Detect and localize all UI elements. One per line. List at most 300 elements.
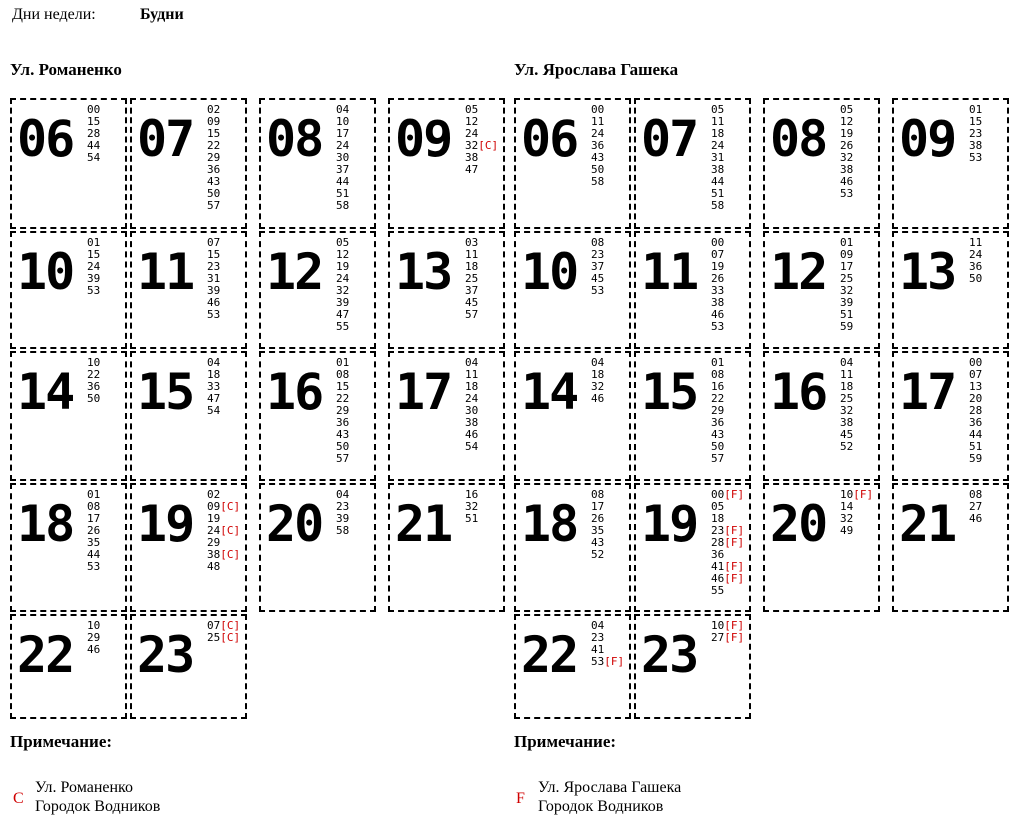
minute-entry: 05 <box>711 103 725 116</box>
note-title: Примечание: <box>514 732 617 751</box>
minute-entry: 36 <box>207 163 221 176</box>
minute-entry: 00 <box>87 103 101 116</box>
legend-line: Городок Водников <box>35 798 161 815</box>
minute-entry: 10[F] <box>711 619 745 632</box>
hour-cell <box>514 351 631 481</box>
hour-label: 09 <box>899 110 956 168</box>
minute-entry: 05 <box>711 500 725 513</box>
minutes-list <box>969 489 982 525</box>
hour-cell <box>10 614 127 719</box>
minute-entry: 33 <box>207 380 221 393</box>
minutes-list <box>969 357 982 465</box>
minute-entry: 55 <box>711 584 725 597</box>
days-value: Будни <box>140 6 184 23</box>
minute-entry: 10 <box>87 356 101 369</box>
minute-entry: 17 <box>840 260 854 273</box>
hour-cell <box>388 483 505 612</box>
minute-entry: 19 <box>711 260 725 273</box>
minute-entry: 58 <box>336 199 350 212</box>
minute-entry: 26 <box>87 524 101 537</box>
minute-entry: 25 <box>840 272 854 285</box>
hour-label: 17 <box>395 363 452 421</box>
minute-entry: 08 <box>591 488 605 501</box>
minute-entry: 13 <box>969 380 983 393</box>
minute-entry: 47 <box>207 392 221 405</box>
minute-entry: 50 <box>336 440 350 453</box>
minutes-list <box>336 489 349 537</box>
minute-entry: 32 <box>591 380 605 393</box>
minute-entry: 54 <box>465 440 479 453</box>
minute-entry: 15 <box>336 380 350 393</box>
minutes-list <box>207 620 240 644</box>
minute-entry: 22 <box>336 392 350 405</box>
minute-entry: 22 <box>87 368 101 381</box>
minute-entry: 15 <box>969 115 983 128</box>
minute-entry: 24 <box>336 272 350 285</box>
minute-entry: 36 <box>969 416 983 429</box>
minute-entry: 31 <box>711 151 725 164</box>
hour-label: 13 <box>899 243 956 301</box>
minute-entry: 46 <box>465 428 479 441</box>
minute-entry: 08 <box>711 368 725 381</box>
minute-entry: 11 <box>591 115 605 128</box>
minute-entry: 01 <box>969 103 983 116</box>
hour-label: 22 <box>17 626 74 684</box>
minute-entry: 12 <box>465 115 479 128</box>
route-mark: [C] <box>220 631 241 644</box>
minutes-list <box>207 357 220 417</box>
minute-entry: 45 <box>591 272 605 285</box>
minutes-list <box>711 104 724 212</box>
hour-cell <box>634 483 751 612</box>
route-mark: [F] <box>724 524 745 537</box>
route-mark: [F] <box>724 488 745 501</box>
route-mark: [C] <box>220 500 241 513</box>
hour-cell <box>763 351 880 481</box>
minute-entry: 46 <box>207 296 221 309</box>
minutes-list <box>840 357 853 453</box>
minutes-list <box>87 620 100 656</box>
hour-label: 14 <box>521 363 578 421</box>
minute-entry: 10 <box>87 619 101 632</box>
minute-entry: 50 <box>207 187 221 200</box>
hour-cell <box>388 351 505 481</box>
minute-entry: 44 <box>336 175 350 188</box>
minute-entry: 39 <box>207 284 221 297</box>
hour-label: 07 <box>137 110 194 168</box>
minutes-list <box>840 237 853 333</box>
hour-label: 15 <box>641 363 698 421</box>
minutes-list <box>336 357 349 465</box>
minute-entry: 05 <box>840 103 854 116</box>
minute-entry: 01 <box>87 488 101 501</box>
minutes-list <box>465 489 478 525</box>
minute-entry: 36 <box>336 416 350 429</box>
minutes-list <box>207 489 240 573</box>
hour-label: 20 <box>770 495 827 553</box>
minute-entry: 01 <box>711 356 725 369</box>
minute-entry: 53[F] <box>591 655 625 668</box>
minute-entry: 07[C] <box>207 619 241 632</box>
minute-entry: 36 <box>591 139 605 152</box>
minute-entry: 22 <box>207 139 221 152</box>
minute-entry: 58 <box>711 199 725 212</box>
minute-entry: 39 <box>336 512 350 525</box>
minutes-list <box>87 237 100 297</box>
hour-cell <box>130 231 247 349</box>
minute-entry: 01 <box>87 236 101 249</box>
hour-cell <box>130 614 247 719</box>
minute-entry: 00 <box>711 236 725 249</box>
minute-entry: 29 <box>87 631 101 644</box>
minute-entry: 38 <box>840 416 854 429</box>
minute-entry: 51 <box>336 187 350 200</box>
hour-cell <box>259 351 376 481</box>
minute-entry: 43 <box>711 428 725 441</box>
minute-entry: 24 <box>711 139 725 152</box>
minute-entry: 05 <box>336 236 350 249</box>
route-mark: [C] <box>220 619 241 632</box>
minutes-list <box>840 489 873 537</box>
minute-entry: 25 <box>465 272 479 285</box>
legend-line: Ул. Ярослава Гашека <box>538 779 682 796</box>
hour-cell <box>130 483 247 612</box>
minute-entry: 32 <box>336 284 350 297</box>
minute-entry: 46[F] <box>711 572 745 585</box>
hour-cell <box>388 231 505 349</box>
minute-entry: 58 <box>591 175 605 188</box>
hour-cell <box>514 614 631 719</box>
minute-entry: 04 <box>336 103 350 116</box>
minute-entry: 50 <box>969 272 983 285</box>
legend-line: Городок Водников <box>538 798 664 815</box>
minute-entry: 41 <box>591 643 605 656</box>
hour-label: 21 <box>395 495 452 553</box>
minute-entry: 39 <box>336 296 350 309</box>
hour-cell <box>514 98 631 229</box>
hour-label: 12 <box>770 243 827 301</box>
minute-entry: 45 <box>465 296 479 309</box>
minute-entry: 43 <box>207 175 221 188</box>
hour-label: 12 <box>266 243 323 301</box>
minute-entry: 57 <box>711 452 725 465</box>
hour-cell <box>892 351 1009 481</box>
minute-entry: 26 <box>840 139 854 152</box>
minute-entry: 00 <box>969 356 983 369</box>
minutes-list <box>465 237 478 321</box>
minutes-list <box>465 104 498 176</box>
minute-entry: 18 <box>591 368 605 381</box>
minute-entry: 32[C] <box>465 139 499 152</box>
minute-entry: 16 <box>711 380 725 393</box>
minute-entry: 11 <box>465 248 479 261</box>
minute-entry: 10[F] <box>840 488 874 501</box>
minute-entry: 24 <box>969 248 983 261</box>
minute-entry: 09 <box>840 248 854 261</box>
minute-entry: 26 <box>711 272 725 285</box>
minutes-list <box>336 237 349 333</box>
minutes-list <box>711 620 744 644</box>
hour-cell <box>892 483 1009 612</box>
minute-entry: 23 <box>591 248 605 261</box>
minute-entry: 57 <box>465 308 479 321</box>
minute-entry: 19 <box>336 260 350 273</box>
minute-entry: 08 <box>591 236 605 249</box>
minute-entry: 36 <box>969 260 983 273</box>
minute-entry: 51 <box>711 187 725 200</box>
hour-label: 14 <box>17 363 74 421</box>
hour-cell <box>259 231 376 349</box>
minute-entry: 37 <box>591 260 605 273</box>
minute-entry: 08 <box>336 368 350 381</box>
hour-label: 08 <box>266 110 323 168</box>
minute-entry: 15 <box>87 248 101 261</box>
minute-entry: 27 <box>969 500 983 513</box>
minute-entry: 41[F] <box>711 560 745 573</box>
minute-entry: 18 <box>711 127 725 140</box>
minute-entry: 32 <box>840 404 854 417</box>
minute-entry: 11 <box>969 236 983 249</box>
minute-entry: 16 <box>465 488 479 501</box>
minute-entry: 50 <box>711 440 725 453</box>
minute-entry: 23 <box>591 631 605 644</box>
minute-entry: 46 <box>969 512 983 525</box>
minutes-list <box>591 620 624 668</box>
minute-entry: 53 <box>591 284 605 297</box>
hour-cell <box>130 98 247 229</box>
minute-entry: 45 <box>840 428 854 441</box>
minute-entry: 39 <box>87 272 101 285</box>
minute-entry: 26 <box>591 512 605 525</box>
minute-entry: 53 <box>87 560 101 573</box>
minute-entry: 04 <box>591 619 605 632</box>
hour-label: 19 <box>641 495 698 553</box>
hour-cell <box>634 614 751 719</box>
minute-entry: 32 <box>840 512 854 525</box>
hour-label: 21 <box>899 495 956 553</box>
minute-entry: 24 <box>465 392 479 405</box>
hour-label: 16 <box>266 363 323 421</box>
minute-entry: 00[F] <box>711 488 745 501</box>
minute-entry: 19 <box>840 127 854 140</box>
minute-entry: 57 <box>207 199 221 212</box>
hour-cell <box>634 231 751 349</box>
minute-entry: 43 <box>591 151 605 164</box>
minute-entry: 31 <box>207 272 221 285</box>
minute-entry: 04 <box>465 356 479 369</box>
minutes-list <box>87 104 100 164</box>
route-mark: [F] <box>724 536 745 549</box>
minute-entry: 18 <box>465 260 479 273</box>
hour-cell <box>763 98 880 229</box>
minute-entry: 07 <box>207 236 221 249</box>
minute-entry: 51 <box>969 440 983 453</box>
minutes-list <box>711 357 724 465</box>
minute-entry: 38 <box>465 151 479 164</box>
minutes-list <box>711 237 724 333</box>
hour-cell <box>892 231 1009 349</box>
hour-label: 16 <box>770 363 827 421</box>
route-mark: [C] <box>478 139 499 152</box>
minute-entry: 44 <box>87 139 101 152</box>
minutes-list <box>969 104 982 164</box>
hour-label: 10 <box>521 243 578 301</box>
hour-cell <box>514 231 631 349</box>
hour-label: 10 <box>17 243 74 301</box>
minute-entry: 25 <box>840 392 854 405</box>
minute-entry: 51 <box>840 308 854 321</box>
hour-cell <box>763 231 880 349</box>
hour-label: 11 <box>137 243 194 301</box>
minute-entry: 52 <box>591 548 605 561</box>
hour-label: 19 <box>137 495 194 553</box>
hour-cell <box>388 98 505 229</box>
minute-entry: 50 <box>87 392 101 405</box>
minute-entry: 38 <box>840 163 854 176</box>
minute-entry: 12 <box>336 248 350 261</box>
minute-entry: 37 <box>336 163 350 176</box>
minute-entry: 29 <box>207 151 221 164</box>
hour-cell <box>763 483 880 612</box>
minute-entry: 36 <box>87 380 101 393</box>
minute-entry: 49 <box>840 524 854 537</box>
minute-entry: 36 <box>711 548 725 561</box>
minute-entry: 44 <box>969 428 983 441</box>
minute-entry: 27[F] <box>711 631 745 644</box>
minute-entry: 57 <box>336 452 350 465</box>
hour-label: 11 <box>641 243 698 301</box>
hour-cell <box>892 98 1009 229</box>
minutes-list <box>207 104 220 212</box>
minute-entry: 38 <box>969 139 983 152</box>
stop-title-romanenko: Ул. Романенко <box>10 60 122 79</box>
minute-entry: 33 <box>711 284 725 297</box>
minute-entry: 19 <box>207 512 221 525</box>
minute-entry: 35 <box>87 536 101 549</box>
minute-entry: 54 <box>87 151 101 164</box>
note-title: Примечание: <box>10 732 113 751</box>
minute-entry: 46 <box>711 308 725 321</box>
hour-label: 18 <box>521 495 578 553</box>
minute-entry: 23 <box>207 260 221 273</box>
minute-entry: 39 <box>840 296 854 309</box>
minute-entry: 28 <box>87 127 101 140</box>
minute-entry: 11 <box>840 368 854 381</box>
minute-entry: 07 <box>969 368 983 381</box>
minute-entry: 23 <box>336 500 350 513</box>
minute-entry: 38 <box>711 163 725 176</box>
hour-cell <box>130 351 247 481</box>
minutes-list <box>207 237 220 321</box>
route-mark: [F] <box>853 488 874 501</box>
minute-entry: 18 <box>711 512 725 525</box>
minutes-list <box>969 237 982 285</box>
legend-symbol: F <box>516 790 525 807</box>
route-mark: [C] <box>220 524 241 537</box>
minute-entry: 32 <box>840 151 854 164</box>
minute-entry: 10 <box>336 115 350 128</box>
minute-entry: 18 <box>465 380 479 393</box>
minute-entry: 35 <box>591 524 605 537</box>
route-mark: [F] <box>724 572 745 585</box>
minute-entry: 36 <box>711 416 725 429</box>
minute-entry: 30 <box>336 151 350 164</box>
minute-entry: 24 <box>336 139 350 152</box>
minute-entry: 08 <box>87 500 101 513</box>
minute-entry: 09[C] <box>207 500 241 513</box>
minute-entry: 11 <box>711 115 725 128</box>
minute-entry: 04 <box>207 356 221 369</box>
minutes-list <box>87 357 100 405</box>
stop-title-gasheka: Ул. Ярослава Гашека <box>514 60 679 79</box>
minute-entry: 53 <box>87 284 101 297</box>
minute-entry: 28 <box>969 404 983 417</box>
minute-entry: 37 <box>465 284 479 297</box>
hour-label: 15 <box>137 363 194 421</box>
minute-entry: 47 <box>336 308 350 321</box>
hour-label: 22 <box>521 626 578 684</box>
weekdays-row <box>12 6 184 24</box>
minutes-list <box>87 489 100 573</box>
minute-entry: 53 <box>711 320 725 333</box>
minute-entry: 24[C] <box>207 524 241 537</box>
hour-label: 08 <box>770 110 827 168</box>
minute-entry: 04 <box>840 356 854 369</box>
minute-entry: 08 <box>969 488 983 501</box>
hour-label: 18 <box>17 495 74 553</box>
minute-entry: 20 <box>969 392 983 405</box>
minutes-list <box>591 489 604 561</box>
minute-entry: 00 <box>591 103 605 116</box>
hour-label: 06 <box>17 110 74 168</box>
minute-entry: 04 <box>591 356 605 369</box>
hour-cell <box>10 483 127 612</box>
minute-entry: 01 <box>840 236 854 249</box>
minute-entry: 59 <box>969 452 983 465</box>
minute-entry: 18 <box>840 380 854 393</box>
minute-entry: 43 <box>336 428 350 441</box>
minute-entry: 29 <box>336 404 350 417</box>
minute-entry: 38[C] <box>207 548 241 561</box>
hour-cell <box>10 351 127 481</box>
minute-entry: 22 <box>711 392 725 405</box>
minutes-list <box>711 489 744 597</box>
minute-entry: 53 <box>207 308 221 321</box>
minutes-list <box>591 357 604 405</box>
minutes-list <box>465 357 478 453</box>
minute-entry: 03 <box>465 236 479 249</box>
hour-cell <box>259 483 376 612</box>
minute-entry: 11 <box>465 368 479 381</box>
route-mark: [F] <box>724 560 745 573</box>
minute-entry: 24 <box>87 260 101 273</box>
minute-entry: 12 <box>840 115 854 128</box>
minute-entry: 02 <box>207 488 221 501</box>
minute-entry: 38 <box>711 296 725 309</box>
minute-entry: 23[F] <box>711 524 745 537</box>
days-label: Дни недели: <box>12 6 96 23</box>
minute-entry: 32 <box>840 284 854 297</box>
hour-cell <box>259 98 376 229</box>
legend-symbol: C <box>13 790 24 807</box>
hour-cell <box>634 98 751 229</box>
hour-label: 17 <box>899 363 956 421</box>
minute-entry: 25[C] <box>207 631 241 644</box>
minute-entry: 02 <box>207 103 221 116</box>
hour-label: 13 <box>395 243 452 301</box>
minute-entry: 48 <box>207 560 221 573</box>
minute-entry: 53 <box>840 187 854 200</box>
